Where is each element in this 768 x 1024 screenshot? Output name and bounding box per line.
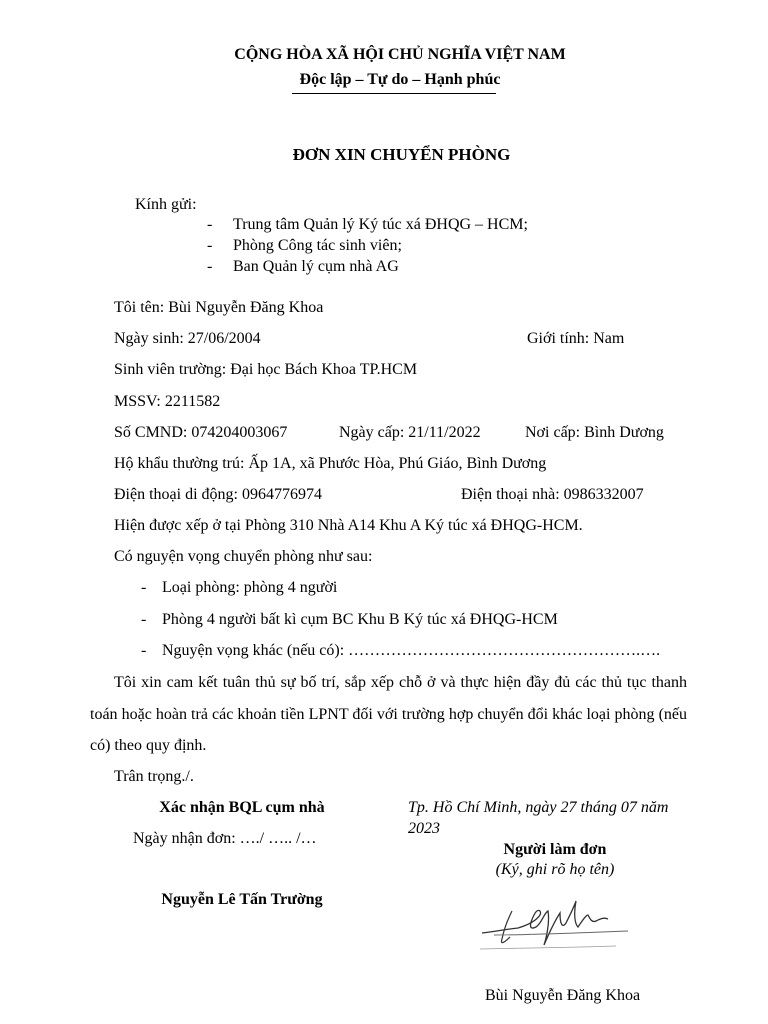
recipient-label: Kính gửi: (135, 196, 197, 213)
gender-line: Giới tính: Nam (527, 330, 625, 347)
recipient-item: Ban Quản lý cụm nhà AG (233, 258, 399, 275)
nation-header: CỘNG HÒA XÃ HỘI CHỦ NGHĨA VIỆT NAM (234, 46, 566, 63)
right-sign-note: (Ký, ghi rõ họ tên) (495, 861, 615, 878)
current-room-line: Hiện được xếp ở tại Phòng 310 Nhà A14 Khu A Ký túc xá ĐHQG-HCM. (114, 517, 583, 534)
motto: Độc lập – Tự do – Hạnh phúc (299, 71, 501, 88)
closing-line: Trân trọng./. (114, 768, 194, 785)
place-date-line: Tp. Hồ Chí Minh, ngày 27 tháng 07 năm (408, 799, 669, 816)
right-sign-heading: Người làm đơn (503, 841, 607, 858)
wish-item: Phòng 4 người bất kì cụm BC Khu B Ký túc xá ĐHQG-HCM (162, 611, 558, 628)
recipient-dash: - (207, 216, 213, 233)
place-date-year: 2023 (408, 820, 440, 837)
wish-item: Loại phòng: phòng 4 người (162, 579, 338, 596)
recipient-dash: - (207, 237, 213, 254)
issue-date-line: Ngày cấp: 21/11/2022 (339, 424, 481, 441)
document-title: ĐƠN XIN CHUYỂN PHÒNG (292, 145, 511, 164)
issue-place-line: Nơi cấp: Bình Dương (525, 424, 664, 441)
wish-dash: - (141, 642, 147, 659)
dob-line: Ngày sinh: 27/06/2004 (114, 330, 261, 347)
id-number-line: Số CMND: 074204003067 (114, 424, 288, 441)
mobile-line: Điện thoại di động: 0964776974 (114, 486, 322, 503)
motto-underline (292, 93, 496, 94)
left-sign-heading: Xác nhận BQL cụm nhà (159, 799, 325, 816)
home-phone-line: Điện thoại nhà: 0986332007 (461, 486, 644, 503)
received-date-line: Ngày nhận đơn: …./ ….. /… (133, 830, 317, 847)
wish-item: Nguyện vọng khác (nếu có): ……………………………………………….…. (162, 642, 661, 659)
recipient-dash: - (207, 258, 213, 275)
wish-intro-line: Có nguyện vọng chuyển phòng như sau: (114, 548, 373, 565)
right-sign-name: Bùi Nguyễn Đăng Khoa (485, 987, 641, 1004)
commitment-paragraph: Tôi xin cam kết tuân thủ sự bố trí, sắp xếp chỗ ở và thực hiện đầy đủ các thủ tục thanh toán hoặc hoàn trả các khoản tiền LPNT đối với trường hợp chuyển đổi khác loại phòng (nếu có) theo quy định. (90, 674, 687, 754)
wish-dash: - (141, 579, 147, 596)
left-sign-name: Nguyễn Lê Tấn Trường (161, 891, 323, 908)
wish-dash: - (141, 611, 147, 628)
handwritten-signature (478, 893, 638, 958)
school-line: Sinh viên trường: Đại học Bách Khoa TP.HCM (114, 361, 418, 378)
student-id-line: MSSV: 2211582 (114, 393, 221, 410)
address-line: Hộ khẩu thường trú: Ấp 1A, xã Phước Hòa, Phú Giáo, Bình Dương (114, 455, 547, 472)
name-line: Tôi tên: Bùi Nguyễn Đăng Khoa (114, 299, 324, 316)
recipient-item: Trung tâm Quản lý Ký túc xá ĐHQG – HCM; (233, 216, 528, 233)
recipient-item: Phòng Công tác sinh viên; (233, 237, 402, 254)
